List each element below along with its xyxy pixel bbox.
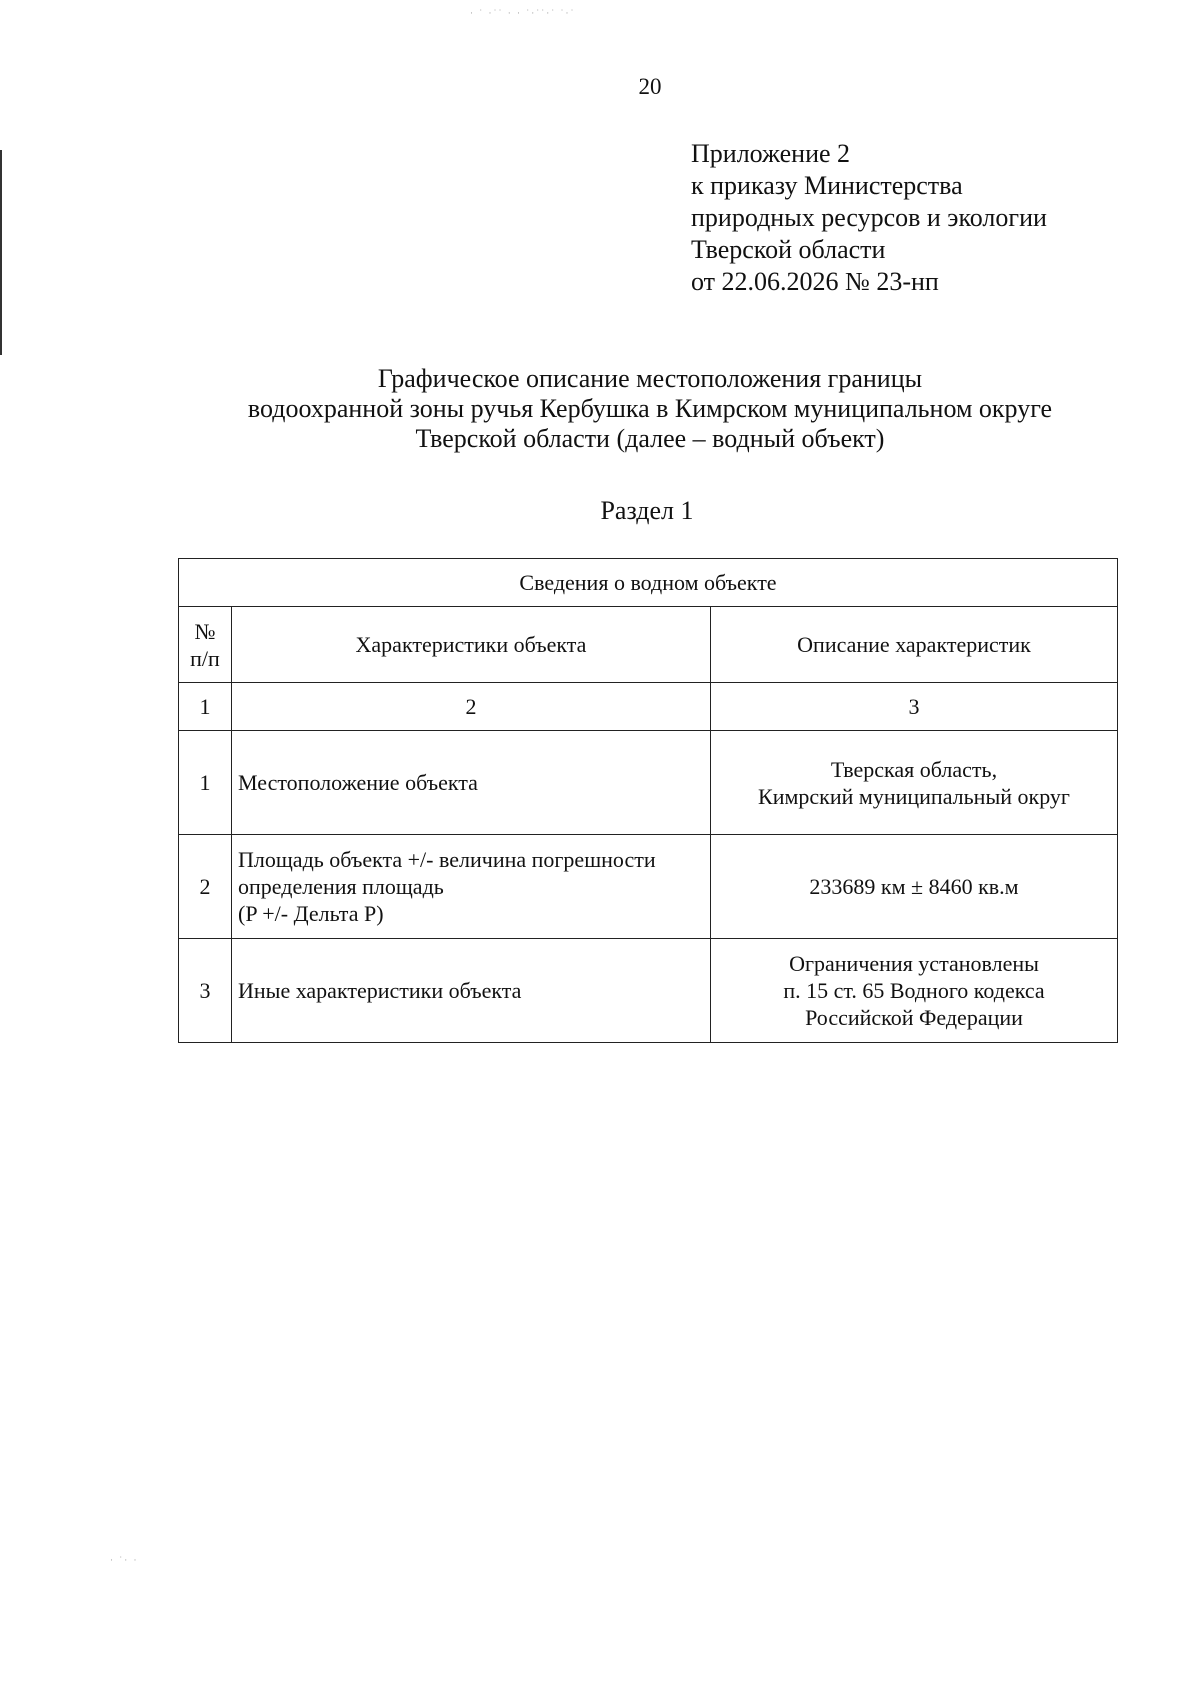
title-line: Графическое описание местоположения границы [377,364,923,393]
header-description: Описание характеристик [711,607,1118,683]
table-row [179,731,1118,835]
table-caption: Сведения о водном объекте [179,559,1118,607]
column-index: 1 [179,683,232,731]
description-line: Кимрский муниципальный округ [758,783,1070,809]
appendix-line: от 22.06.2026 № 23-нп [691,267,939,296]
title-line: Тверской области (далее – водный объект) [415,424,885,453]
description-line: 233689 км ± 8460 кв.м [809,874,1019,899]
table-row [179,939,1118,1043]
row-number: 3 [179,939,232,1043]
column-index-row [179,683,1118,731]
characteristic-line: Местоположение объекта [238,770,478,795]
scan-speckle: · ˙· · [110,1555,139,1565]
header-num-line: п/п [190,645,220,671]
scan-margin-mark [0,150,2,355]
characteristic-line: Площадь объекта +/- величина погрешности [238,847,656,872]
table-caption-row [179,559,1118,607]
header-num [179,607,232,683]
appendix-block [691,138,1047,298]
appendix-line: природных ресурсов и экологии [691,203,1047,232]
appendix-line: Приложение 2 [691,139,851,168]
document-title [0,364,1200,454]
page-number: 20 [638,74,662,99]
row-characteristic [232,939,711,1043]
row-characteristic [232,731,711,835]
row-description [711,731,1118,835]
header-num-line: № [194,618,216,644]
description-line: Российской Федерации [805,1005,1023,1030]
characteristic-line: Иные характеристики объекта [238,978,522,1003]
water-object-info-table [178,558,1118,1043]
table-header-row [179,607,1118,683]
description-line: Тверская область, [830,756,998,782]
row-characteristic [232,835,711,939]
characteristic-line: (P +/- Дельта P) [238,901,384,926]
row-number: 1 [179,731,232,835]
scan-speckle: · ˙ ·˙˙ · · ˙·˙˙·˙ ˙·˙ [470,8,576,18]
row-number: 2 [179,835,232,939]
row-description [711,835,1118,939]
title-line: водоохранной зоны ручья Кербушка в Кимрском муниципальном округе [247,394,1053,423]
table-row [179,835,1118,939]
appendix-line: Тверской области [691,235,886,264]
characteristic-line: определения площадь [238,874,444,899]
column-index: 2 [232,683,711,731]
description-line: п. 15 ст. 65 Водного кодекса [783,978,1045,1003]
section-title: Раздел 1 [600,496,694,525]
header-characteristics: Характеристики объекта [232,607,711,683]
row-description [711,939,1118,1043]
appendix-line: к приказу Министерства [691,171,963,200]
column-index: 3 [711,683,1118,731]
description-line: Ограничения установлены [789,951,1039,976]
